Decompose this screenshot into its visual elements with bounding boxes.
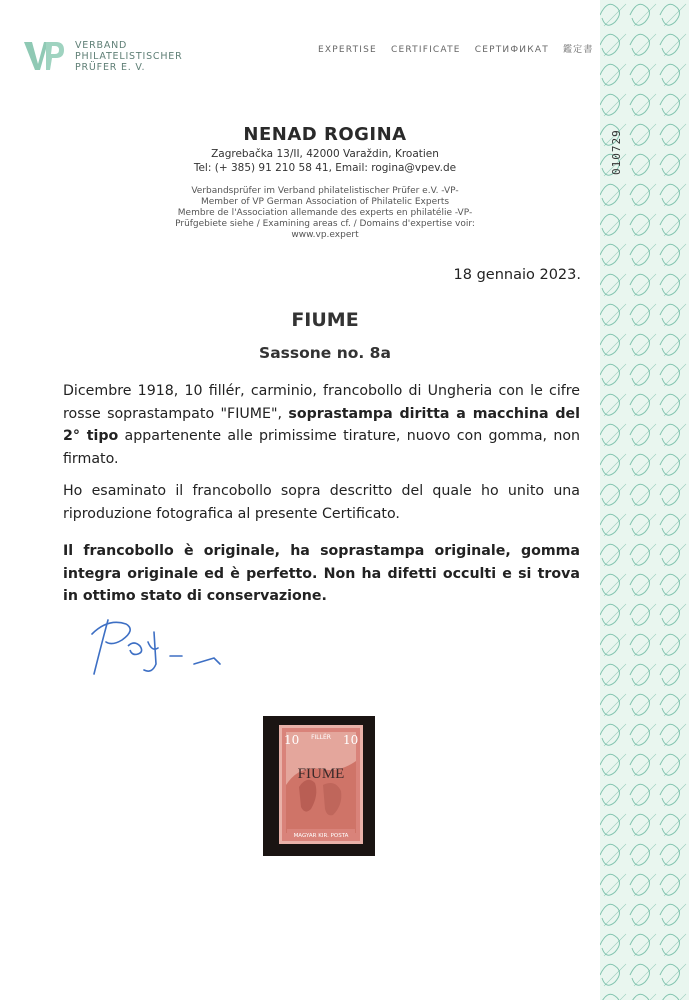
pattern-line (604, 844, 626, 866)
pattern-line (604, 574, 626, 596)
pattern-swirl (630, 724, 650, 745)
pattern-swirl (660, 304, 680, 325)
examination-statement: Ho esaminato il francobollo sopra descritto del quale ho unito una riproduzione fotografica al presente Certificato. (63, 483, 580, 522)
pattern-line (664, 904, 686, 926)
pattern-swirl (660, 244, 680, 265)
pattern-line (664, 364, 686, 386)
pattern-line (604, 4, 626, 26)
pattern-swirl (660, 634, 680, 655)
pattern-swirl (600, 274, 620, 295)
doc-title: 鑑定書 (562, 45, 594, 55)
pattern-swirl (660, 814, 680, 835)
pattern-line (604, 394, 626, 416)
pattern-line (634, 844, 656, 866)
membership-line: Member of VP German Association of Philatelic Experts (200, 197, 450, 207)
pattern-line (634, 64, 656, 86)
pattern-line (664, 964, 686, 986)
pattern-swirl (600, 244, 620, 265)
pattern-swirl (660, 364, 680, 385)
pattern-swirl (630, 514, 650, 535)
pattern-swirl (660, 544, 680, 565)
pattern-line (634, 244, 656, 266)
pattern-line (664, 244, 686, 266)
pattern-line (664, 724, 686, 746)
pattern-swirl (630, 904, 650, 925)
pattern-line (604, 604, 626, 626)
pattern-line (664, 514, 686, 536)
pattern-line (664, 814, 686, 836)
pattern-line (634, 394, 656, 416)
pattern-line (664, 94, 686, 116)
pattern-swirl (630, 634, 650, 655)
pattern-line (664, 754, 686, 776)
pattern-line (664, 634, 686, 656)
pattern-line (664, 64, 686, 86)
pattern-swirl (600, 694, 620, 715)
pattern-line (664, 874, 686, 896)
pattern-swirl (630, 574, 650, 595)
pattern-line (604, 484, 626, 506)
pattern-line (604, 634, 626, 656)
pattern-line (664, 484, 686, 506)
catalog-number: Sassone no. 8a (259, 344, 391, 362)
pattern-line (634, 604, 656, 626)
pattern-swirl (630, 454, 650, 475)
pattern-line (664, 544, 686, 566)
pattern-swirl (630, 274, 650, 295)
pattern-line (604, 454, 626, 476)
pattern-swirl (600, 484, 620, 505)
pattern-swirl (600, 454, 620, 475)
pattern-line (664, 184, 686, 206)
pattern-swirl (660, 394, 680, 415)
pattern-swirl (660, 664, 680, 685)
pattern-swirl (660, 964, 680, 985)
pattern-line (664, 844, 686, 866)
pattern-line (604, 244, 626, 266)
pattern-line (604, 724, 626, 746)
pattern-swirl (630, 34, 650, 55)
pattern-line (634, 364, 656, 386)
pattern-line (604, 514, 626, 536)
pattern-swirl (600, 364, 620, 385)
pattern-swirl (660, 454, 680, 475)
membership-line: Membre de l'Association allemande des experts en philatélie -VP- (177, 208, 473, 218)
pattern-line (634, 814, 656, 836)
organization-name (75, 40, 183, 73)
pattern-swirl (600, 664, 620, 685)
pattern-line (664, 604, 686, 626)
pattern-line (634, 904, 656, 926)
pattern-line (634, 634, 656, 656)
pattern-swirl (660, 934, 680, 955)
org-line: PHILATELISTISCHER (75, 51, 183, 62)
pattern-swirl (630, 364, 650, 385)
pattern-swirl (660, 574, 680, 595)
pattern-line (604, 34, 626, 56)
pattern-swirl (660, 694, 680, 715)
pattern-swirl (600, 4, 620, 25)
expert-contact (0, 147, 650, 175)
pattern-line (664, 574, 686, 596)
pattern-line (634, 874, 656, 896)
pattern-swirl (600, 994, 620, 1000)
pattern-line (664, 274, 686, 296)
pattern-swirl (630, 664, 650, 685)
pattern-swirl (600, 754, 620, 775)
signature (88, 612, 258, 687)
pattern-line (634, 94, 656, 116)
pattern-swirl (630, 424, 650, 445)
pattern-line (634, 754, 656, 776)
pattern-line (664, 154, 686, 176)
pattern-line (634, 934, 656, 956)
pattern-swirl (600, 844, 620, 865)
description-text: appartenente alle primissime tirature, nuovo con gomma, non firmato. (63, 428, 581, 467)
pattern-swirl (660, 4, 680, 25)
pattern-line (664, 694, 686, 716)
pattern-swirl (600, 94, 620, 115)
pattern-swirl (630, 754, 650, 775)
stamp-value-left: 10 (284, 733, 300, 747)
pattern-line (634, 694, 656, 716)
pattern-swirl (600, 874, 620, 895)
pattern-swirl (660, 154, 680, 175)
doc-title: EXPERTISE (318, 45, 377, 55)
pattern-line (604, 364, 626, 386)
pattern-swirl (660, 604, 680, 625)
pattern-swirl (630, 994, 650, 1000)
pattern-swirl (660, 214, 680, 235)
stamp-description (63, 380, 580, 470)
pattern-line (664, 124, 686, 146)
pattern-line (634, 964, 656, 986)
pattern-line (664, 454, 686, 476)
membership-line: Verbandsprüfer im Verband philatelistischer Prüfer e.V. -VP- (191, 186, 459, 196)
org-line: VERBAND (75, 40, 128, 51)
membership-info (0, 186, 650, 241)
pattern-line (634, 544, 656, 566)
pattern-swirl (660, 274, 680, 295)
pattern-swirl (600, 544, 620, 565)
pattern-line (664, 214, 686, 236)
pattern-swirl (630, 964, 650, 985)
pattern-swirl (630, 484, 650, 505)
pattern-line (634, 574, 656, 596)
pattern-swirl (630, 604, 650, 625)
pattern-swirl (660, 184, 680, 205)
expert-phone-email: Tel: (+ 385) 91 210 58 41, Email: rogina@vpev.de (193, 162, 457, 174)
pattern-swirl (660, 424, 680, 445)
membership-line: www.vp.expert (291, 230, 359, 240)
pattern-swirl (660, 904, 680, 925)
doc-title: CERTIFICATE (390, 45, 461, 55)
pattern-swirl (630, 394, 650, 415)
pattern-swirl (660, 64, 680, 85)
pattern-line (634, 454, 656, 476)
stamp-image (279, 725, 363, 844)
pattern-line (664, 424, 686, 446)
pattern-swirl (600, 394, 620, 415)
pattern-line (634, 424, 656, 446)
pattern-swirl (600, 634, 620, 655)
pattern-swirl (630, 934, 650, 955)
pattern-swirl (600, 424, 620, 445)
pattern-line (634, 4, 656, 26)
pattern-swirl (660, 124, 680, 145)
description-text: Dicembre 1918, 10 fillér, carminio, francobollo di Ungheria con le cifre rosse soprastampato "FIUME", (63, 383, 580, 422)
pattern-line (664, 394, 686, 416)
pattern-swirl (660, 844, 680, 865)
org-line: PRÜFER E. V. (75, 62, 146, 73)
stamp-top-text: FILLÉR (311, 734, 331, 741)
pattern-swirl (600, 904, 620, 925)
pattern-swirl (660, 94, 680, 115)
document-titles (318, 42, 594, 55)
pattern-swirl (630, 244, 650, 265)
membership-line: Prüfgebiete siehe / Examining areas cf. / Domains d'expertise voir: (175, 219, 475, 229)
pattern-line (604, 274, 626, 296)
pattern-swirl (660, 484, 680, 505)
pattern-swirl (630, 814, 650, 835)
pattern-line (664, 334, 686, 356)
pattern-swirl (660, 874, 680, 895)
pattern-line (634, 784, 656, 806)
vp-logo-icon (22, 38, 66, 74)
doc-title: СЕРТИФИКАТ (474, 45, 549, 55)
pattern-swirl (660, 514, 680, 535)
pattern-swirl (660, 724, 680, 745)
serial-number: 010729 (610, 129, 623, 175)
expert-name: NENAD ROGINA (243, 124, 407, 145)
pattern-line (664, 304, 686, 326)
pattern-line (604, 874, 626, 896)
pattern-line (664, 784, 686, 806)
pattern-swirl (630, 784, 650, 805)
pattern-line (604, 814, 626, 836)
pattern-swirl (600, 34, 620, 55)
pattern-line (664, 4, 686, 26)
pattern-line (604, 664, 626, 686)
pattern-line (634, 484, 656, 506)
stamp-value-right: 10 (343, 733, 359, 747)
pattern-line (604, 904, 626, 926)
pattern-swirl (600, 724, 620, 745)
pattern-swirl (660, 754, 680, 775)
pattern-swirl (630, 544, 650, 565)
stamp-bottom-text: MAGYAR KIR. POSTA (293, 833, 349, 839)
pattern-swirl (630, 844, 650, 865)
pattern-swirl (600, 574, 620, 595)
pattern-line (634, 664, 656, 686)
pattern-swirl (630, 4, 650, 25)
pattern-line (604, 64, 626, 86)
pattern-line (604, 94, 626, 116)
description-bold: soprastampa diritta a macchina del 2° tipo (63, 405, 580, 444)
pattern-swirl (630, 694, 650, 715)
pattern-swirl (630, 874, 650, 895)
pattern-swirl (660, 34, 680, 55)
pattern-swirl (660, 334, 680, 355)
pattern-swirl (600, 604, 620, 625)
pattern-swirl (630, 64, 650, 85)
pattern-line (604, 544, 626, 566)
stamp-overprint: FIUME (297, 766, 345, 782)
subject-title: FIUME (291, 309, 359, 331)
pattern-line (604, 424, 626, 446)
pattern-swirl (600, 964, 620, 985)
pattern-swirl (600, 64, 620, 85)
pattern-line (604, 694, 626, 716)
pattern-line (634, 274, 656, 296)
pattern-line (634, 514, 656, 536)
pattern-swirl (600, 934, 620, 955)
pattern-swirl (600, 784, 620, 805)
pattern-swirl (660, 994, 680, 1000)
pattern-line (604, 964, 626, 986)
verdict-statement: Il francobollo è originale, ha soprastampa originale, gomma integra originale ed è perfetto. Non ha difetti occulti e si trova in ottimo stato di conservazione. (63, 543, 580, 604)
pattern-line (634, 724, 656, 746)
pattern-line (604, 784, 626, 806)
pattern-line (604, 934, 626, 956)
pattern-swirl (630, 94, 650, 115)
pattern-line (634, 34, 656, 56)
pattern-line (664, 934, 686, 956)
pattern-line (604, 754, 626, 776)
certificate-date: 18 gennaio 2023. (453, 267, 581, 283)
pattern-swirl (600, 514, 620, 535)
pattern-swirl (600, 814, 620, 835)
pattern-line (664, 664, 686, 686)
pattern-line (664, 34, 686, 56)
expert-address: Zagrebačka 13/II, 42000 Varaždin, Kroatien (211, 148, 439, 160)
pattern-swirl (660, 784, 680, 805)
